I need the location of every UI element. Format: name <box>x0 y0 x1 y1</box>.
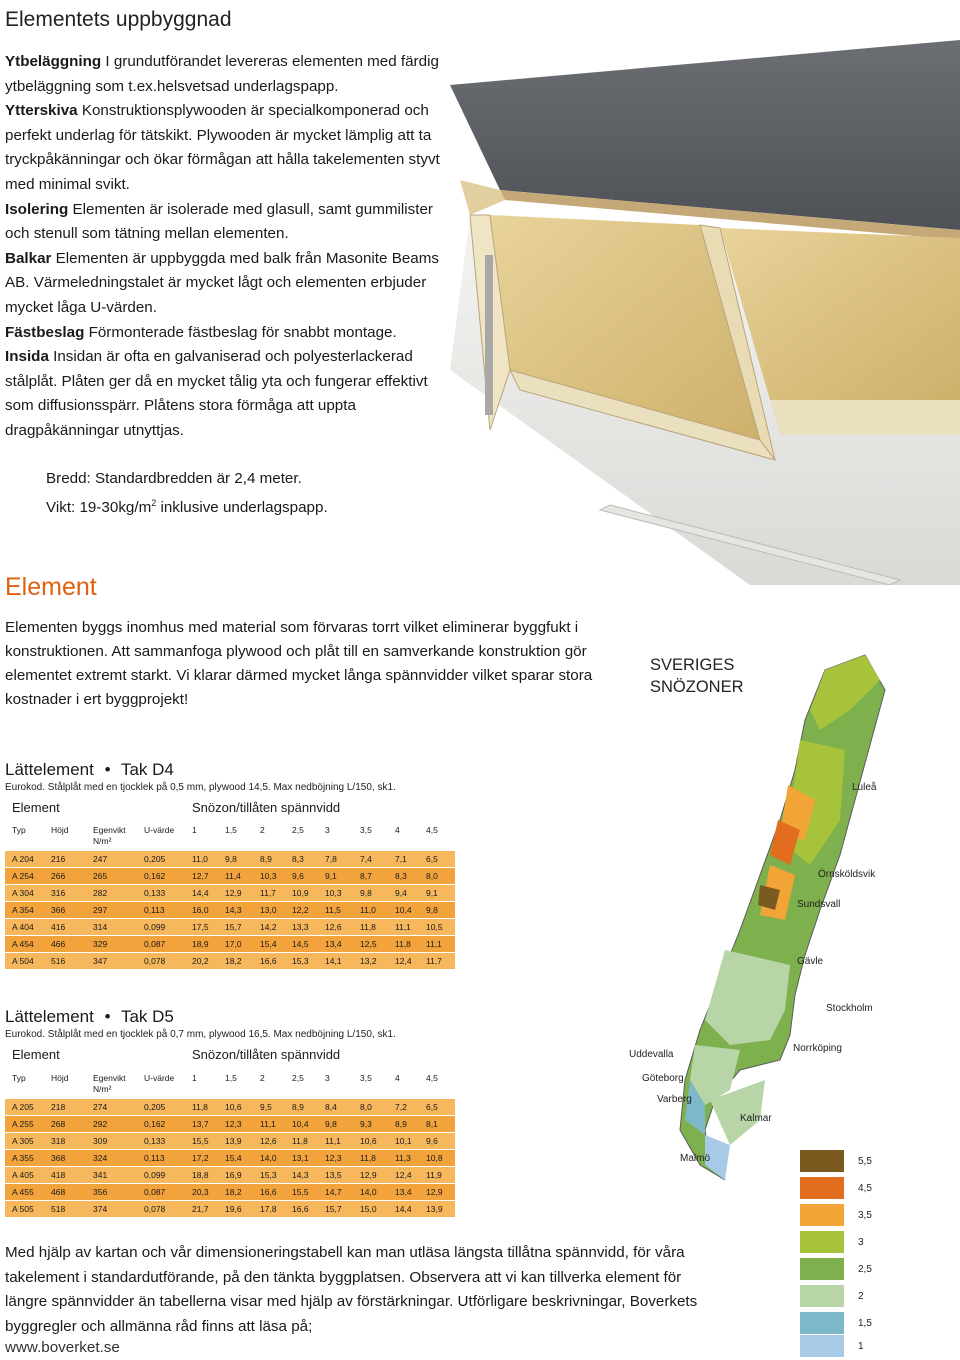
table-cell: 19,6 <box>225 1204 242 1214</box>
th-zone: 2,5 <box>292 1073 304 1083</box>
table-cell: 13,4 <box>325 939 342 949</box>
table-cell: 9,1 <box>325 871 337 881</box>
roof-element-illustration <box>430 40 960 585</box>
table-cell: 416 <box>51 922 66 932</box>
table-cell: 14,4 <box>395 1204 412 1214</box>
th-egenvikt <box>93 825 126 847</box>
th-zone: 4,5 <box>426 1073 438 1083</box>
table-cell: 8,7 <box>360 871 372 881</box>
city-label: Sundsvall <box>797 899 841 910</box>
intro-text <box>5 50 445 444</box>
table-row <box>5 936 455 953</box>
legend-item <box>800 1204 960 1229</box>
legend-item <box>800 1231 960 1256</box>
th-typ: Typ <box>12 825 26 835</box>
legend-label: 2,5 <box>858 1264 872 1275</box>
table-cell: A 304 <box>12 888 34 898</box>
table-cell: 16,0 <box>192 905 209 915</box>
table-cell: 14,1 <box>325 956 342 966</box>
th-egenvikt-label: Egenvikt <box>93 825 126 835</box>
intro-description: Insidan är ofta en galvaniserad och polyesterlackerad stålplåt. Plåten ger då en mycket tålig yta och fungerar effektivt som diffusionsspärr. Plåtens stora förmåga att uppta dragpåkänningar utnyttjas. <box>5 348 428 439</box>
table-cell: 0,087 <box>144 1187 166 1197</box>
table-cell: 9,8 <box>426 905 438 915</box>
table-cell: 11,7 <box>260 888 276 898</box>
table-cell: 216 <box>51 854 66 864</box>
table-cell: 0,099 <box>144 1170 166 1180</box>
table-cell: 9,1 <box>426 888 438 898</box>
element-heading: Element <box>5 573 97 601</box>
table-cell: A 504 <box>12 956 34 966</box>
table-cell: 13,7 <box>192 1119 209 1129</box>
table-cell: 0,078 <box>144 956 166 966</box>
legend-item <box>800 1312 960 1337</box>
legend-swatch <box>800 1204 844 1226</box>
table-title-part: Tak D5 <box>120 1007 174 1026</box>
table-cell: 7,2 <box>395 1102 407 1112</box>
table-cell: 0,087 <box>144 939 166 949</box>
table-cell: 13,0 <box>260 905 277 915</box>
table-row <box>5 1133 455 1150</box>
table-cell: 16,9 <box>225 1170 242 1180</box>
th-unit: N/m² <box>93 1084 112 1094</box>
table-cell: 15,4 <box>260 939 277 949</box>
intro-description: Elementen är uppbyggda med balk från Masonite Beams AB. Värmeledningstalet är mycket lågt och elementen erbjuder mycket låga U-värden. <box>5 249 439 316</box>
col-group-zone: Snözon/tillåten spännvidd <box>192 800 341 815</box>
specs <box>46 467 328 520</box>
table-cell: 13,3 <box>292 922 309 932</box>
table-cell: A 355 <box>12 1153 34 1163</box>
table-cell: 10,1 <box>395 1136 412 1146</box>
table-cell: 9,4 <box>395 888 407 898</box>
city-label: Luleå <box>852 782 877 793</box>
table-cell: 11,1 <box>325 1136 341 1146</box>
legend-label: 4,5 <box>858 1183 872 1194</box>
table-cell: 17,8 <box>260 1204 277 1214</box>
bullet: • <box>104 1007 111 1026</box>
th-typ: Typ <box>12 1073 26 1083</box>
table-cell: 8,0 <box>360 1102 372 1112</box>
col-group-element: Element <box>12 1047 60 1062</box>
table-cell: 12,6 <box>325 922 342 932</box>
table-cell: 9,5 <box>260 1102 272 1112</box>
table-cell: A 254 <box>12 871 34 881</box>
table-cell: 11,4 <box>225 871 241 881</box>
table-cell: 14,0 <box>260 1153 277 1163</box>
th-zone: 1 <box>192 1073 197 1083</box>
intro-paragraph <box>5 345 445 443</box>
table-cell: 12,3 <box>225 1119 242 1129</box>
intro-paragraph <box>5 198 445 247</box>
table-cell: 8,9 <box>260 854 272 864</box>
table-cell: 9,6 <box>292 871 304 881</box>
table-cell: A 405 <box>12 1170 34 1180</box>
city-label: Malmö <box>680 1153 711 1164</box>
spec-weight-suffix: inklusive underlagspapp. <box>156 499 328 517</box>
legend-swatch <box>800 1177 844 1199</box>
city-label: Stockholm <box>826 1003 873 1014</box>
table-cell: 516 <box>51 956 66 966</box>
table-cell: 329 <box>93 939 108 949</box>
intro-term: Fästbeslag <box>5 323 85 341</box>
page-title: Elementets uppbyggnad <box>5 8 232 31</box>
bullet: • <box>104 760 111 779</box>
table-cell: 18,9 <box>192 939 209 949</box>
table-cell: 282 <box>93 888 108 898</box>
legend-label: 5,5 <box>858 1156 872 1167</box>
intro-term: Ytterskiva <box>5 102 78 120</box>
table-cell: 10,3 <box>325 888 342 898</box>
table-cell: 6,5 <box>426 854 438 864</box>
table-row <box>5 1184 455 1201</box>
table-row <box>5 1201 455 1218</box>
table-cell: 8,9 <box>395 1119 407 1129</box>
table-cell: 12,9 <box>225 888 242 898</box>
table-cell: 14,2 <box>260 922 277 932</box>
table-cell: 11,7 <box>426 956 442 966</box>
span-table-d5 <box>5 1073 455 1218</box>
intro-paragraph <box>5 321 445 346</box>
table-cell: 468 <box>51 1187 66 1197</box>
table-cell: 9,8 <box>225 854 237 864</box>
table-cell: 0,133 <box>144 888 166 898</box>
table-cell: 13,4 <box>395 1187 412 1197</box>
table-cell: A 454 <box>12 939 34 949</box>
city-label: Kalmar <box>740 1113 772 1124</box>
table-cell: 9,8 <box>360 888 372 898</box>
table-cell: 366 <box>51 905 66 915</box>
th-zone: 2,5 <box>292 825 304 835</box>
table-row <box>5 1099 455 1116</box>
th-hojd: Höjd <box>51 1073 69 1083</box>
table-cell: 466 <box>51 939 66 949</box>
table-cell: 15,5 <box>192 1136 209 1146</box>
table-cell: 266 <box>51 871 66 881</box>
table-cell: 9,6 <box>426 1136 438 1146</box>
table-cell: 15,5 <box>292 1187 309 1197</box>
table-cell: 10,4 <box>395 905 412 915</box>
table-cell: 18,8 <box>192 1170 209 1180</box>
table-cell: 14,5 <box>292 939 309 949</box>
table-cell: 0,099 <box>144 922 166 932</box>
th-egenvikt-label: Egenvikt <box>93 1073 126 1083</box>
table-body <box>5 851 455 970</box>
table-cell: 11,8 <box>292 1136 308 1146</box>
table-cell: 11,5 <box>325 905 341 915</box>
table-note-d4: Eurokod. Stålplåt med en tjocklek på 0,5 mm, plywood 14,5. Max nedböjning L/150, sk1. <box>5 782 396 793</box>
table-cell: 8,1 <box>426 1119 438 1129</box>
table-cell: 274 <box>93 1102 108 1112</box>
table-cell: 0,113 <box>144 905 165 915</box>
table-cell: 15,7 <box>225 922 242 932</box>
table-cell: 324 <box>93 1153 108 1163</box>
table-cell: 20,2 <box>192 956 209 966</box>
table-cell: A 204 <box>12 854 34 864</box>
table-body <box>5 1099 455 1218</box>
table-cell: 15,4 <box>225 1153 242 1163</box>
table-cell: 10,6 <box>225 1102 242 1112</box>
table-cell: 15,3 <box>292 956 309 966</box>
table-cell: 10,3 <box>260 871 277 881</box>
table-header-row <box>5 1073 455 1099</box>
legend-item <box>800 1258 960 1283</box>
city-label: Norrköping <box>793 1043 842 1054</box>
table-cell: 12,3 <box>325 1153 342 1163</box>
th-unit: N/m² <box>93 836 112 846</box>
table-cell: 11,9 <box>426 1170 442 1180</box>
th-zone: 3 <box>325 825 330 835</box>
intro-description: Elementen är isolerade med glasull, samt gummilister och stenull som tätning mellan elementen. <box>5 200 433 243</box>
table-cell: 10,5 <box>426 922 443 932</box>
table-cell: 11,1 <box>260 1119 276 1129</box>
table-cell: 11,1 <box>426 939 442 949</box>
table-cell: 11,0 <box>192 854 208 864</box>
table-cell: A 205 <box>12 1102 34 1112</box>
table-cell: 21,7 <box>192 1204 209 1214</box>
table-cell: 12,9 <box>426 1187 443 1197</box>
element-text: Elementen byggs inomhus med material som förvaras torrt vilket eliminerar byggfukt i konstruktionen. Att sammanfoga plywood och plåt till en samverkande konstruktion gör elementet extremt starkt. Vi klarar därmed mycket långa spännvidder vilket sparar stora kostnader i ert byggprojekt! <box>5 619 593 708</box>
table-cell: 7,8 <box>325 854 337 864</box>
table-row <box>5 1167 455 1184</box>
table-cell: 0,113 <box>144 1153 165 1163</box>
th-zone: 3,5 <box>360 825 372 835</box>
table-cell: 347 <box>93 956 108 966</box>
table-cell: 292 <box>93 1119 108 1129</box>
table-cell: 368 <box>51 1153 66 1163</box>
table-cell: 7,4 <box>360 854 372 864</box>
table-cell: 8,3 <box>292 854 304 864</box>
table-cell: 12,2 <box>292 905 309 915</box>
legend-label: 1,5 <box>858 1318 872 1329</box>
table-cell: 8,0 <box>426 871 438 881</box>
table-cell: 15,0 <box>360 1204 377 1214</box>
table-row <box>5 851 455 868</box>
legend-swatch <box>800 1150 844 1172</box>
city-label: Varberg <box>657 1094 692 1105</box>
table-cell: 17,5 <box>192 922 209 932</box>
table-cell: 16,6 <box>260 956 277 966</box>
table-cell: 316 <box>51 888 66 898</box>
intro-description: I grundutförandet levereras elementen med färdig ytbeläggning som t.ex.helsvetsad underlagspapp. <box>5 53 439 95</box>
map-legend <box>800 1145 960 1359</box>
legend-swatch <box>800 1312 844 1334</box>
table-cell: 18,2 <box>225 956 242 966</box>
legend-label: 1 <box>858 1341 864 1352</box>
table-cell: 13,2 <box>360 956 377 966</box>
table-cell: 10,4 <box>292 1119 309 1129</box>
table-cell: 8,9 <box>292 1102 304 1112</box>
table-cell: 11,8 <box>360 1153 376 1163</box>
legend-swatch <box>800 1285 844 1307</box>
spec-weight-prefix: Vikt: 19-30kg/m <box>46 499 152 517</box>
legend-item <box>800 1150 960 1175</box>
table-cell: 0,133 <box>144 1136 166 1146</box>
table-cell: 218 <box>51 1102 66 1112</box>
th-zone: 1 <box>192 825 197 835</box>
intro-term: Balkar <box>5 249 52 267</box>
footer-text: Med hjälp av kartan och vår dimensioneringstabell kan man utläsa längsta tillåtna spännvidd, för våra takelement i standardutförande, på den tänkta byggplatsen. Observera att vi kan tillverka element för längre spännvidder än tabellerna visar med hjälp av förstärkningar. Utförligare beskrivningar, Boverkets byggregler och allmänna råd finns att läsa på; <box>5 1244 698 1335</box>
th-hojd: Höjd <box>51 825 69 835</box>
table-cell: 14,3 <box>225 905 242 915</box>
table-cell: 309 <box>93 1136 108 1146</box>
th-uvarde: U-värde <box>144 1073 175 1083</box>
city-label: Gävle <box>797 956 824 967</box>
table-cell: 356 <box>93 1187 108 1197</box>
table-cell: 0,205 <box>144 1102 166 1112</box>
table-cell: 8,4 <box>325 1102 337 1112</box>
table-title-part: Tak D4 <box>120 760 174 779</box>
legend-label: 3 <box>858 1237 864 1248</box>
th-zone: 4 <box>395 825 400 835</box>
table-cell: 11,0 <box>360 905 376 915</box>
intro-description: Konstruktionsplywooden är specialkomponerad och perfekt underlag för tätskikt. Plywooden är mycket lämplig att ta tryckpåkänningar och ökar förmågan att hålla takelementen styvt med minimal svikt. <box>5 102 440 193</box>
table-cell: 6,5 <box>426 1102 438 1112</box>
table-cell: 15,3 <box>260 1170 277 1180</box>
th-zone: 3,5 <box>360 1073 372 1083</box>
table-cell: 297 <box>93 905 108 915</box>
table-cell: A 505 <box>12 1204 34 1214</box>
table-cell: 12,9 <box>360 1170 377 1180</box>
table-cell: 16,6 <box>260 1187 277 1197</box>
legend-item <box>800 1177 960 1202</box>
table-row <box>5 902 455 919</box>
table-cell: 10,9 <box>292 888 309 898</box>
spec-width: Bredd: Standardbredden är 2,4 meter. <box>46 470 302 487</box>
table-cell: 518 <box>51 1204 66 1214</box>
table-cell: 11,8 <box>395 939 411 949</box>
table-cell: 374 <box>93 1204 108 1214</box>
table-cell: A 354 <box>12 905 34 915</box>
table-cell: 11,8 <box>360 922 376 932</box>
table-cell: 7,1 <box>395 854 407 864</box>
table-cell: 17,0 <box>225 939 242 949</box>
table-cell: 13,9 <box>426 1204 443 1214</box>
table-cell: 12,4 <box>395 956 412 966</box>
table-header-row <box>5 825 455 851</box>
table-cell: 13,1 <box>292 1153 309 1163</box>
table-cell: 9,3 <box>360 1119 372 1129</box>
legend-item <box>800 1285 960 1310</box>
table-note-d5: Eurokod. Stålplåt med en tjocklek på 0,7 mm, plywood 16,5. Max nedböjning L/150, sk1. <box>5 1029 396 1040</box>
th-uvarde: U-värde <box>144 825 175 835</box>
table-row <box>5 1116 455 1133</box>
table-cell: 14,4 <box>192 888 209 898</box>
table-cell: A 255 <box>12 1119 34 1129</box>
city-label: Örnsköldsvik <box>818 869 876 880</box>
intro-paragraph <box>5 99 445 197</box>
table-cell: 16,6 <box>292 1204 309 1214</box>
table-cell: 268 <box>51 1119 66 1129</box>
intro-paragraph <box>5 50 445 99</box>
table-cell: 0,162 <box>144 1119 166 1129</box>
table-cell: 265 <box>93 871 108 881</box>
intro-term: Ytbeläggning <box>5 53 102 70</box>
table-cell: 318 <box>51 1136 66 1146</box>
table-cell: 15,7 <box>325 1204 342 1214</box>
intro-paragraph <box>5 247 445 321</box>
legend-label: 3,5 <box>858 1210 872 1221</box>
table-cell: 8,3 <box>395 871 407 881</box>
table-row <box>5 885 455 902</box>
th-zone: 3 <box>325 1073 330 1083</box>
table-cell: 12,4 <box>395 1170 412 1180</box>
table-cell: 0,078 <box>144 1204 166 1214</box>
th-zone: 2 <box>260 1073 265 1083</box>
col-group-element: Element <box>12 800 60 815</box>
table-cell: 13,5 <box>325 1170 342 1180</box>
legend-swatch <box>800 1258 844 1280</box>
table-row <box>5 919 455 936</box>
table-cell: A 305 <box>12 1136 34 1146</box>
table-cell: 418 <box>51 1170 66 1180</box>
table-title-d4 <box>5 760 174 780</box>
table-title-d5 <box>5 1007 174 1027</box>
legend-label: 2 <box>858 1291 864 1302</box>
table-cell: A 455 <box>12 1187 34 1197</box>
legend-swatch <box>800 1231 844 1253</box>
table-row <box>5 1150 455 1167</box>
city-label: Göteborg <box>642 1073 684 1084</box>
legend-item <box>800 1335 960 1360</box>
table-cell: 10,8 <box>426 1153 443 1163</box>
table-row <box>5 868 455 885</box>
table-cell: 20,3 <box>192 1187 209 1197</box>
legend-swatch <box>800 1335 844 1357</box>
spec-weight <box>46 491 328 520</box>
table-cell: 12,5 <box>360 939 377 949</box>
table-cell: 13,9 <box>225 1136 242 1146</box>
table-cell: 247 <box>93 854 108 864</box>
boverket-link[interactable]: www.boverket.se <box>5 1339 120 1356</box>
intro-description: Förmonterade fästbeslag för snabbt montage. <box>84 323 397 341</box>
table-cell: 12,6 <box>260 1136 277 1146</box>
table-title-part: Lättelement <box>5 760 94 779</box>
table-cell: 12,7 <box>192 871 209 881</box>
table-cell: 17,2 <box>192 1153 209 1163</box>
th-zone: 4,5 <box>426 825 438 835</box>
table-cell: A 404 <box>12 922 34 932</box>
map-title-line: SVERIGES <box>650 656 735 674</box>
table-title-part: Lättelement <box>5 1007 94 1026</box>
th-zone: 4 <box>395 1073 400 1083</box>
table-cell: 14,7 <box>325 1187 342 1197</box>
table-cell: 14,0 <box>360 1187 377 1197</box>
table-row <box>5 953 455 970</box>
span-table-d4 <box>5 825 455 970</box>
table-cell: 11,3 <box>395 1153 411 1163</box>
table-cell: 11,1 <box>395 922 411 932</box>
table-cell: 314 <box>93 922 108 932</box>
col-group-zone: Snözon/tillåten spännvidd <box>192 1047 341 1062</box>
table-cell: 0,205 <box>144 854 166 864</box>
table-cell: 0,162 <box>144 871 166 881</box>
th-egenvikt <box>93 1073 126 1095</box>
table-cell: 18,2 <box>225 1187 242 1197</box>
table-cell: 14,3 <box>292 1170 309 1180</box>
city-label: Uddevalla <box>629 1049 674 1060</box>
th-zone: 1,5 <box>225 825 237 835</box>
intro-term: Isolering <box>5 200 69 218</box>
map-title-line: SNÖZONER <box>650 678 744 696</box>
spec-weight-sup: 2 <box>151 498 157 508</box>
table-cell: 10,6 <box>360 1136 377 1146</box>
table-cell: 341 <box>93 1170 108 1180</box>
th-zone: 2 <box>260 825 265 835</box>
intro-term: Insida <box>5 348 49 366</box>
th-zone: 1,5 <box>225 1073 237 1083</box>
table-cell: 11,8 <box>192 1102 208 1112</box>
table-cell: 9,8 <box>325 1119 337 1129</box>
